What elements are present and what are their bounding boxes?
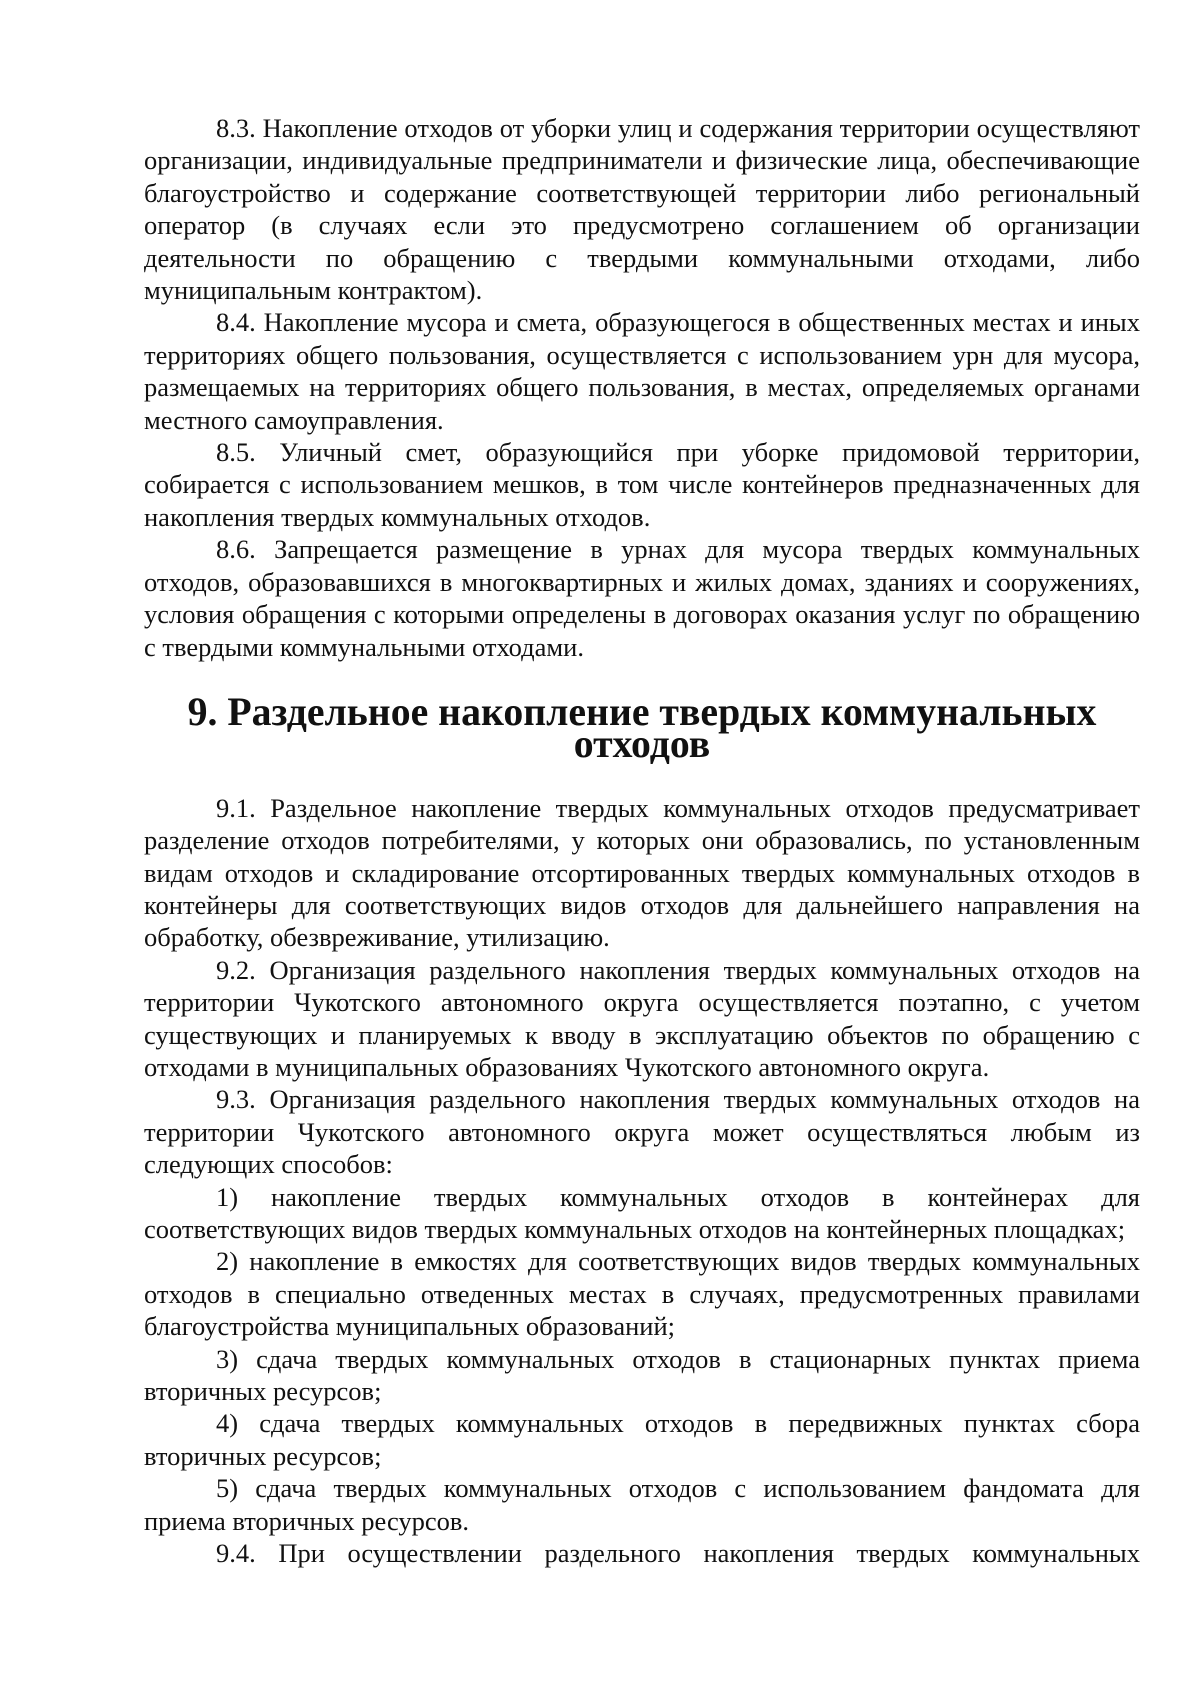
section-9-heading: 9. Раздельное накопление твердых коммунальных отходов: [187, 689, 1097, 767]
list-item-1: 1) накопление твердых коммунальных отходов в контейнерах для соответствующих видов твердых коммунальных отходов на контейнерных площадках;: [144, 1181, 1140, 1244]
paragraph-9-4: 9.4. При осуществлении раздельного накопления твердых коммунальных: [216, 1538, 1140, 1569]
paragraph-8-3: 8.3. Накопление отходов от уборки улиц и содержания территории осуществляют организации, индивидуальные предприниматели и физические лица, обеспечивающие благоустройство и содержание соответствующей территории либо региональный оператор (в случаях если это предусмотрено соглашением об организации деятельности по обращению с твердыми коммунальными отходами, либо муниципальным контрактом).: [144, 113, 1140, 306]
paragraph-9-3: 9.3. Организация раздельного накопления твердых коммунальных отходов на территории Чукотского автономного округа может осуществляться любым из следующих способов:: [144, 1084, 1140, 1180]
paragraph-8-5: 8.5. Уличный смет, образующийся при уборке придомовой территории, собирается с использованием мешков, в том числе контейнеров предназначенных для накопления твердых коммунальных отходов.: [144, 437, 1140, 532]
paragraph-8-4: 8.4. Накопление мусора и смета, образующегося в общественных местах и иных территориях общего пользования, осуществляется с использованием урн для мусора, размещаемых на территориях общего пользования, в местах, определяемых органами местного самоуправления.: [144, 307, 1140, 435]
paragraph-8-6: 8.6. Запрещается размещение в урнах для мусора твердых коммунальных отходов, образовавшихся в многоквартирных и жилых домах, зданиях и сооружениях, условия обращения с которыми определены в договорах оказания услуг по обращению с твердыми коммунальными отходами.: [144, 534, 1140, 662]
document-page: [144, 112, 1140, 1569]
list-item-2: 2) накопление в емкостях для соответствующих видов твердых коммунальных отходов в специально отведенных местах в случаях, предусмотренных правилами благоустройства муниципальных образований;: [144, 1246, 1140, 1342]
paragraph-9-1: 9.1. Раздельное накопление твердых коммунальных отходов предусматривает разделение отходов потребителями, у которых они образовались, по установленным видам отходов и складирование отсортированных твердых коммунальных отходов в контейнеры для соответствующих видов отходов для дальнейшего направления на обработку, обезвреживание, утилизацию.: [144, 792, 1140, 953]
paragraph-9-2: 9.2. Организация раздельного накопления твердых коммунальных отходов на территории Чукотского автономного округа осуществляется поэтапно, с учетом существующих и планируемых к вводу в эксплуатацию объектов по обращению с отходами в муниципальных образованиях Чукотского автономного округа.: [144, 954, 1140, 1082]
list-item-3: 3) сдача твердых коммунальных отходов в стационарных пунктах приема вторичных ресурсов;: [144, 1343, 1140, 1407]
list-item-4: 4) сдача твердых коммунальных отходов в передвижных пунктах сбора вторичных ресурсов;: [144, 1408, 1140, 1471]
list-item-5: 5) сдача твердых коммунальных отходов с использованием фандомата для приема вторичных ресурсов.: [144, 1473, 1140, 1536]
